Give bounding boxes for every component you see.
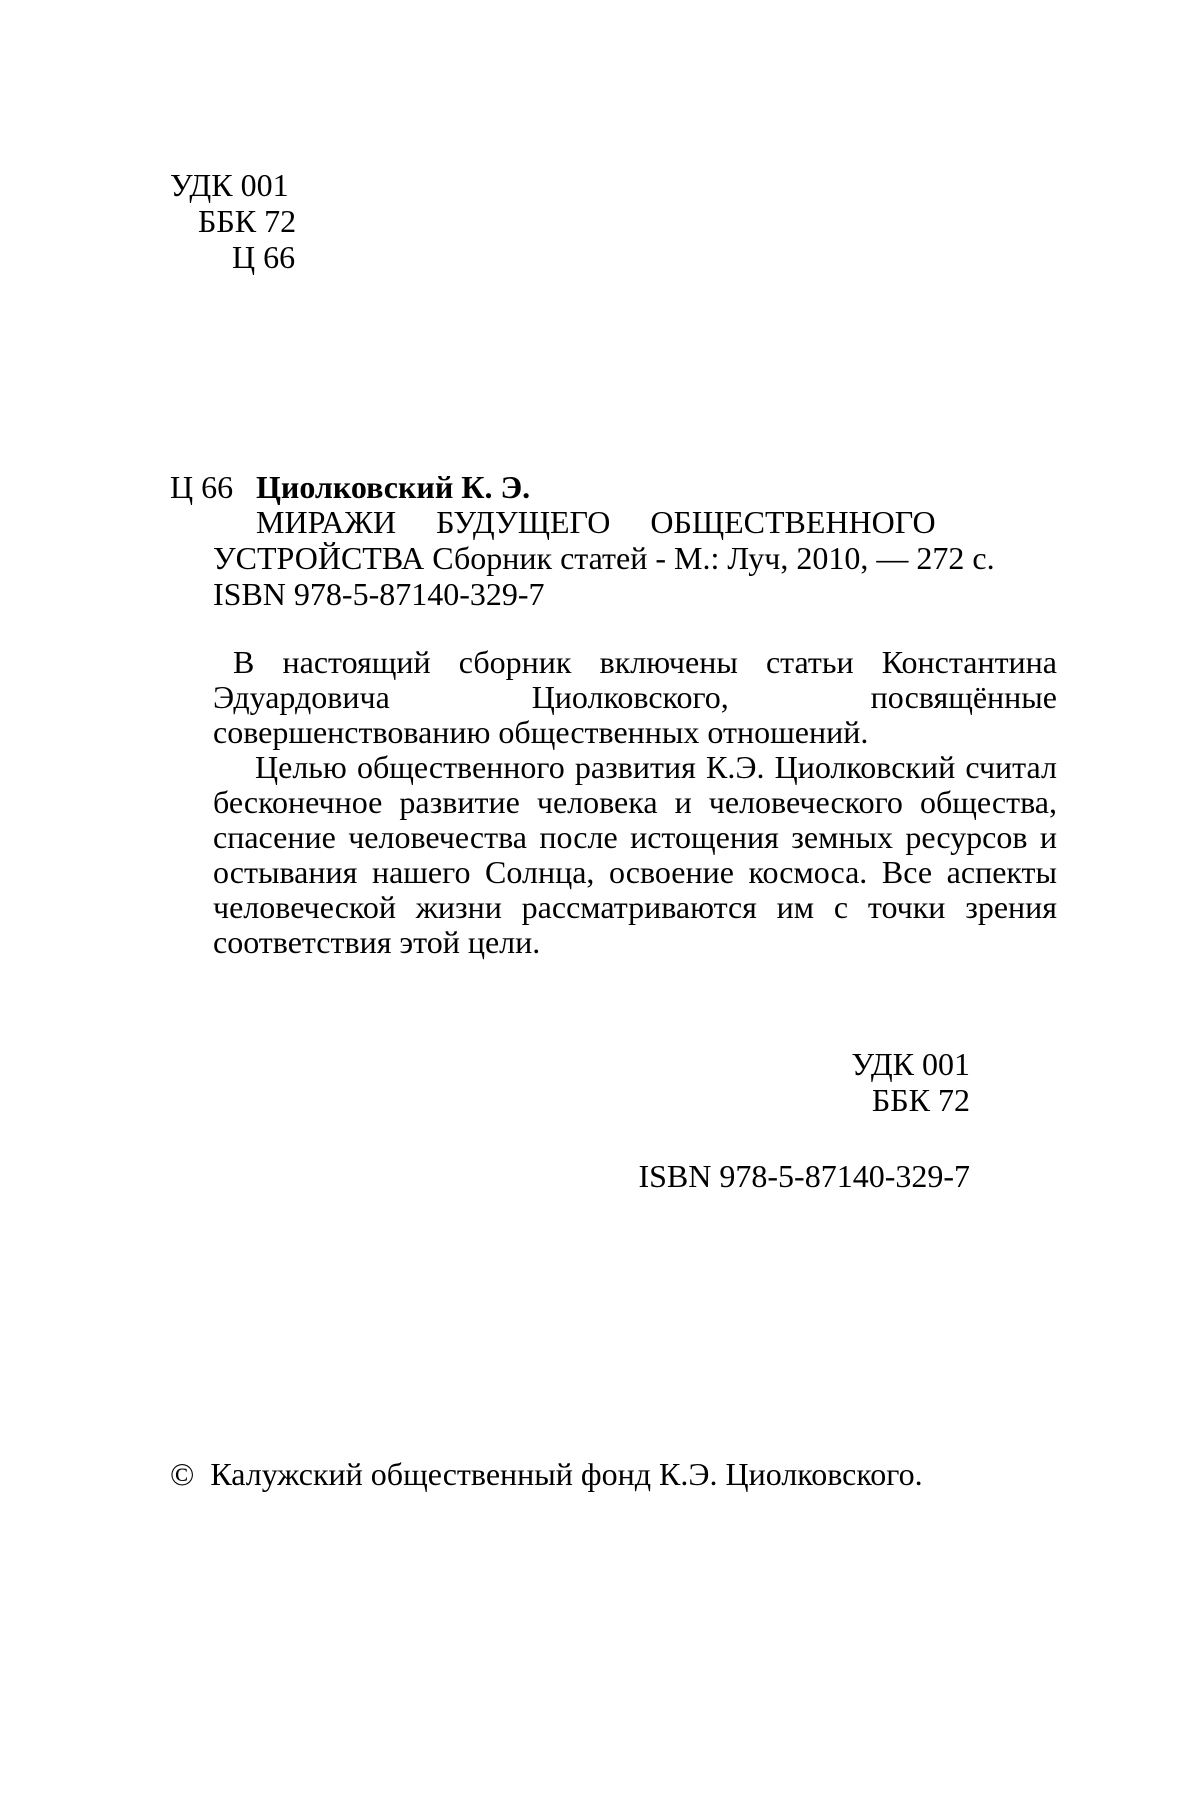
annotation	[213, 645, 1057, 960]
copyright-line	[170, 1455, 923, 1493]
isbn-bottom: ISBN 978-5-87140-329-7	[638, 1158, 970, 1194]
udk-code-bottom: УДК 001	[851, 1046, 970, 1082]
annotation-paragraph-2: Целью общественного развития К.Э. Циолковский считал бесконечное развитие человека и человеческого общества, спасение человечества после истощения земных ресурсов и остывания нашего Солнца, освоение космоса. Все аспекты человеческой жизни рассматриваются им с точки зрения соответствия этой цели.	[213, 749, 1057, 960]
copyright-symbol: ©	[170, 1456, 195, 1492]
udk-code-top: УДК 001	[170, 167, 289, 203]
annotation-paragraph-1: В настоящий сборник включены статьи Константина Эдуардовича Циолковского, посвящённые совершенствованию общественных отношений.	[213, 644, 1057, 750]
copyright-holder: Калужский общественный фонд К.Э. Циолковского.	[210, 1456, 923, 1492]
isbn-entry: ISBN 978-5-87140-329-7	[213, 576, 545, 612]
book-title-continuation: УСТРОЙСТВА	[213, 540, 425, 576]
publication-details: Сборник статей - М.: Луч, 2010, — 272 с.	[432, 540, 995, 576]
author-mark: Ц 66	[170, 469, 234, 505]
book-title-line2	[213, 539, 995, 577]
book-title-line1: МИРАЖИ БУДУЩЕГО ОБЩЕСТВЕННОГО	[256, 504, 936, 540]
bbk-code-bottom: ББК 72	[871, 1082, 970, 1118]
bbk-code-top: ББК 72	[198, 203, 297, 239]
author-name: Циолковский К. Э.	[256, 469, 531, 505]
author-mark-top: Ц 66	[232, 239, 296, 275]
